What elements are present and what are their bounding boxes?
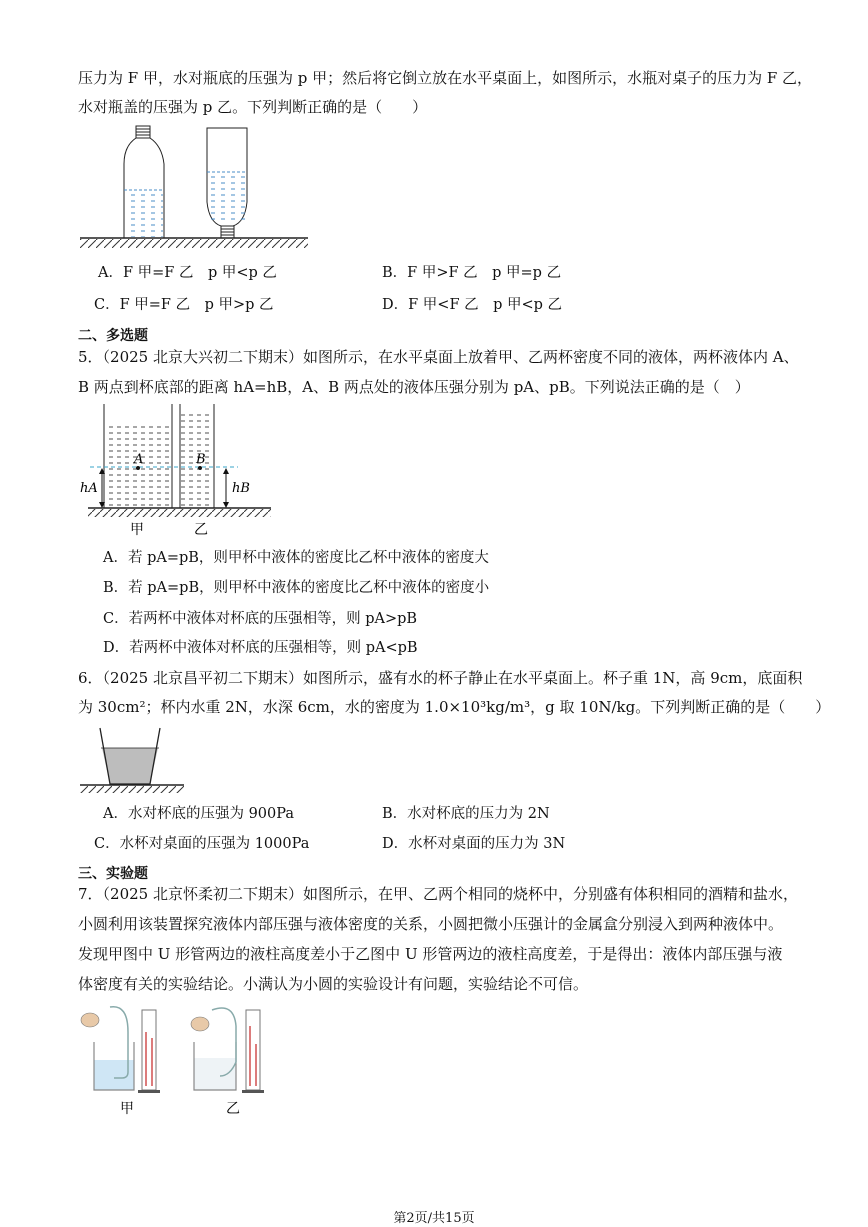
q6-option-b: B．水对杯底的压力为 2N (382, 806, 550, 822)
q5-option-a: A．若 pA=pB，则甲杯中液体的密度比乙杯中液体的密度大 (103, 550, 489, 566)
page-number-footer: 第2页/共15页 (393, 1211, 475, 1226)
cup-jia-label: 甲 (130, 522, 144, 538)
q5-line2: B 两点到杯底部的距离 hA=hB，A、B 两点处的液体压强分别为 pA、pB。下列说法正确的是（ ） (78, 378, 750, 396)
two-cups-figure (76, 400, 276, 540)
q7-line3: 发现甲图中 U 形管两边的液柱高度差小于乙图中 U 形管两边的液柱高度差，于是得出：液体内部压强与液 (78, 945, 783, 963)
q6-line1: 6．（2025 北京昌平初二下期末）如图所示，盛有水的杯子静止在水平桌面上。杯子重 1N，高 9cm，底面积 (78, 669, 803, 687)
q4-option-c: C．F 甲=F 乙 p 甲>p 乙 (94, 297, 274, 313)
q7-line1: 7．（2025 北京怀柔初二下期末）如图所示，在甲、乙两个相同的烧杯中，分别盛有体积相同的酒精和盐水， (78, 885, 798, 903)
q7-line4: 体密度有关的实验结论。小满认为小圆的实验设计有问题，实验结论不可信。 (78, 975, 589, 993)
cup-yi-label: 乙 (194, 522, 208, 538)
section-heading-experiment: 三、实验题 (78, 866, 148, 882)
h-b-label: hB (232, 481, 250, 496)
q6-option-d: D．水杯对桌面的压力为 3N (382, 836, 566, 852)
bottle-figure (80, 120, 310, 255)
section-heading-multiple-choice: 二、多选题 (78, 328, 148, 344)
q6-line2: 为 30cm²；杯内水重 2N，水深 6cm，水的密度为 1.0×10³kg/m³，g 取 10N/kg。下列判断正确的是（ ） (78, 698, 831, 716)
point-b-label: B (196, 452, 206, 467)
water-cup-figure (80, 722, 190, 794)
upright-bottle (124, 126, 164, 238)
q5-option-b: B．若 pA=pB，则甲杯中液体的密度比乙杯中液体的密度小 (103, 580, 490, 596)
q4-line1: 压力为 F 甲，水对瓶底的压强为 p 甲；然后将它倒立放在水平桌面上，如图所示，水瓶对桌子的压力为 F 乙， (78, 69, 813, 87)
q4-option-d: D．F 甲<F 乙 p 甲<p 乙 (382, 297, 563, 313)
q5-line1: 5．（2025 北京大兴初二下期末）如图所示，在水平桌面上放着甲、乙两杯密度不同的液体，两杯液体内 A、 (78, 348, 799, 366)
apparatus-jia-label: 甲 (120, 1101, 134, 1117)
q6-option-c: C．水杯对桌面的压强为 1000Pa (94, 836, 310, 852)
q4-option-a: A．F 甲=F 乙 p 甲<p 乙 (98, 265, 277, 281)
inverted-bottle (207, 128, 247, 238)
h-a-label: hA (80, 481, 98, 496)
pressure-gauge-figure (70, 1002, 280, 1120)
q4-line2: 水对瓶盖的压强为 p 乙。下列判断正确的是（ ） (78, 98, 428, 116)
apparatus-jia (81, 1007, 160, 1117)
q6-option-a: A．水对杯底的压强为 900Pa (103, 806, 295, 822)
q5-option-d: D．若两杯中液体对杯底的压强相等，则 pA<pB (103, 640, 418, 656)
point-a-label: A (134, 452, 144, 467)
q7-line2: 小圆利用该装置探究液体内部压强与液体密度的关系，小圆把微小压强计的金属盒分别浸入到两种液体中。 (78, 915, 784, 933)
q5-option-c: C．若两杯中液体对杯底的压强相等，则 pA>pB (103, 611, 418, 627)
apparatus-yi-label: 乙 (226, 1101, 240, 1117)
apparatus-yi (191, 1008, 264, 1117)
q4-option-b: B．F 甲>F 乙 p 甲=p 乙 (382, 265, 562, 281)
